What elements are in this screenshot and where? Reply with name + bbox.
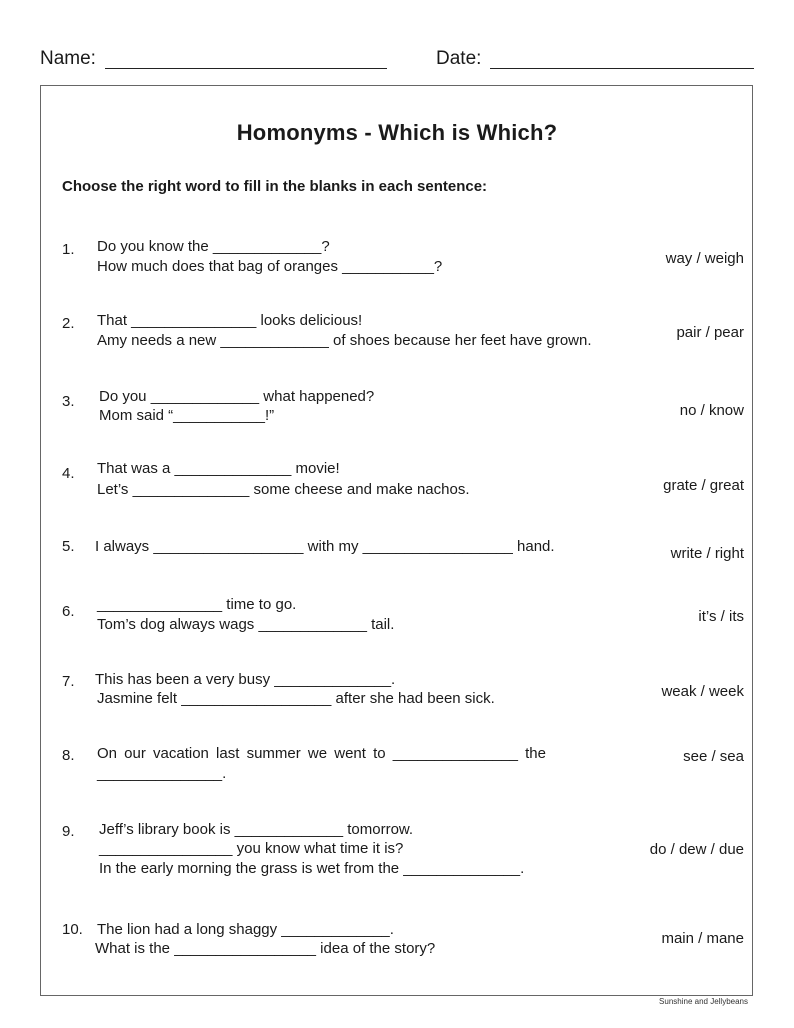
question-line: Tom’s dog always wags _____________ tail. [97, 616, 395, 633]
word-choices: see / sea [683, 748, 744, 765]
date-blank[interactable] [490, 68, 754, 69]
question-line: How much does that bag of oranges ___________? [97, 258, 443, 275]
question-line: Do you _____________ what happened? [99, 388, 375, 405]
question-number: 10. [62, 921, 83, 938]
question-line: Let’s ______________ some cheese and make nachos. [97, 481, 470, 498]
date-label: Date: [436, 48, 482, 69]
question-number: 6. [62, 603, 75, 620]
question-line: Amy needs a new _____________ of shoes because her feet have grown. [97, 332, 592, 349]
question-line: _______________. [97, 765, 227, 782]
word-choices: grate / great [663, 477, 744, 494]
question-line: On our vacation last summer we went to _______________ the [97, 745, 546, 762]
question-line: In the early morning the grass is wet from the ______________. [99, 860, 525, 877]
question-line: What is the _________________ idea of the story? [95, 940, 436, 957]
question-number: 5. [62, 538, 75, 555]
question-line: Jeff’s library book is _____________ tomorrow. [99, 821, 414, 838]
instructions: Choose the right word to fill in the blanks in each sentence: [62, 178, 488, 195]
question-line: This has been a very busy ______________. [95, 671, 396, 688]
question-line: _______________ time to go. [97, 596, 297, 613]
question-line: The lion had a long shaggy _____________. [97, 921, 394, 938]
question-line: That was a ______________ movie! [97, 460, 340, 477]
word-choices: weak / week [661, 683, 744, 700]
footer-credit: Sunshine and Jellybeans [659, 997, 748, 1006]
name-blank[interactable] [105, 68, 387, 69]
question-number: 7. [62, 673, 75, 690]
name-label: Name: [40, 48, 96, 69]
word-choices: it’s / its [698, 608, 744, 625]
question-number: 8. [62, 747, 75, 764]
question-line: That _______________ looks delicious! [97, 312, 363, 329]
word-choices: main / mane [661, 930, 744, 947]
word-choices: way / weigh [665, 250, 744, 267]
question-line: Jasmine felt __________________ after she had been sick. [97, 690, 495, 707]
question-number: 3. [62, 393, 75, 410]
word-choices: pair / pear [676, 324, 744, 341]
question-number: 2. [62, 315, 75, 332]
word-choices: no / know [679, 402, 744, 419]
question-line: I always __________________ with my __________________ hand. [95, 538, 555, 555]
question-number: 1. [62, 241, 75, 258]
question-line: ________________ you know what time it is? [99, 840, 404, 857]
word-choices: write / right [670, 545, 744, 562]
question-number: 9. [62, 823, 75, 840]
question-line: Do you know the _____________? [97, 238, 330, 255]
page-title: Homonyms - Which is Which? [236, 120, 558, 145]
question-number: 4. [62, 465, 75, 482]
word-choices: do / dew / due [649, 841, 744, 858]
question-line: Mom said “___________!” [99, 407, 275, 424]
